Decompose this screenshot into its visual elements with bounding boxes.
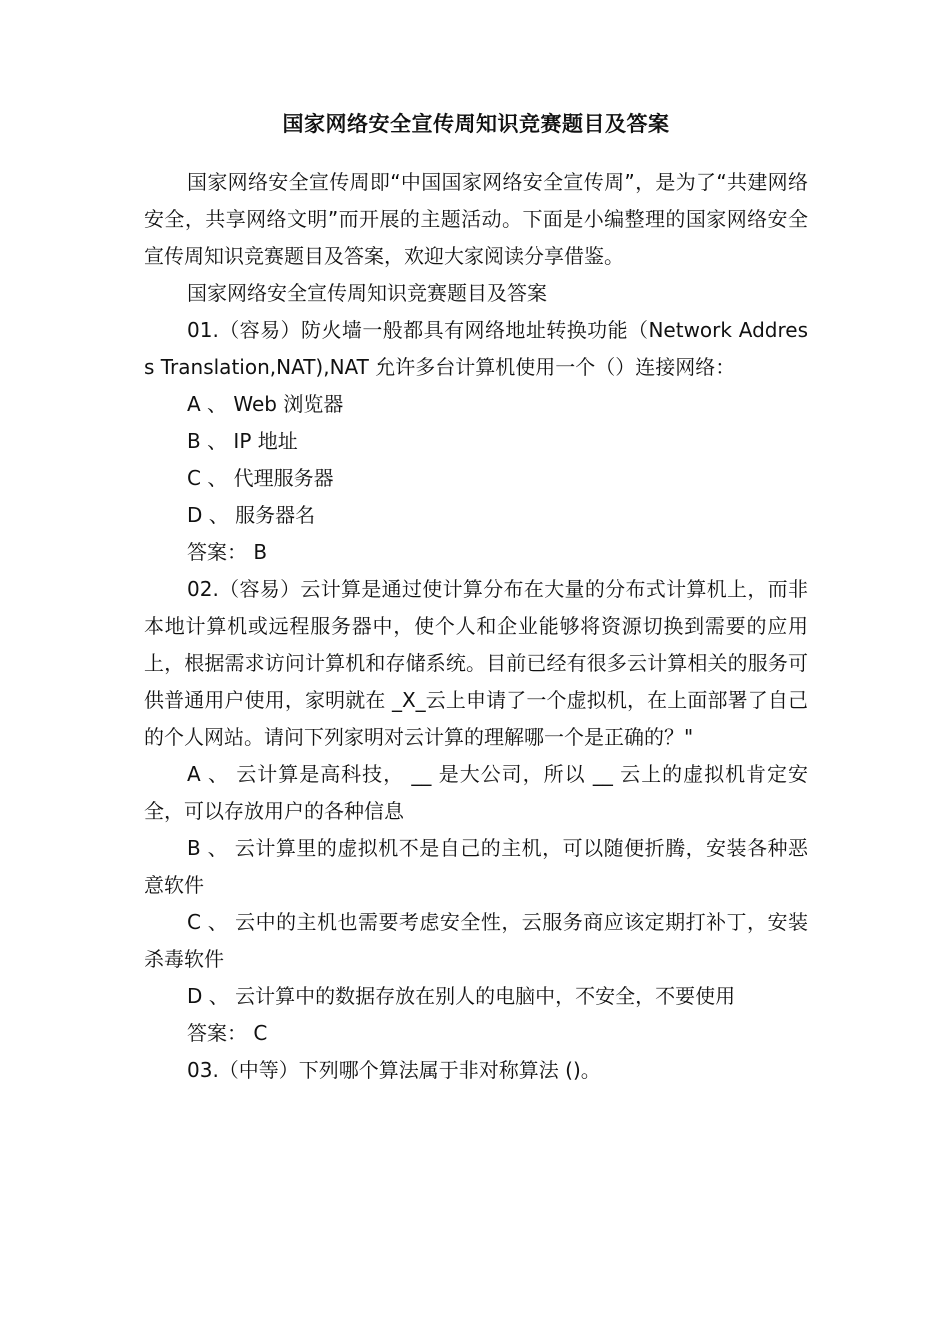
q1-option-a: A 、 Web 浏览器 <box>187 392 344 416</box>
document-title: 国家网络安全宣传周知识竞赛题目及答案 <box>282 112 670 136</box>
q1-option-b: B 、 IP 地址 <box>187 429 298 453</box>
q1-option-d: D 、 服务器名 <box>187 503 316 527</box>
q2-option-b: B 、 云计算里的虚拟机不是自己的主机，可以随便折腾，安装各种恶意软件 <box>144 836 808 897</box>
subtitle-paragraph: 国家网络安全宣传周知识竞赛题目及答案 <box>187 281 547 305</box>
q1-answer: 答案： B <box>187 540 268 564</box>
document-page <box>144 104 808 1089</box>
intro-paragraph: 国家网络安全宣传周即“中国国家网络安全宣传周”，是为了“共建网络安全，共享网络文明”而开展的主题活动。下面是小编整理的国家网络安全宣传周知识竞赛题目及答案，欢迎大家阅读分享借鉴。 <box>144 170 808 268</box>
q2-option-d: D 、 云计算中的数据存放在别人的电脑中，不安全，不要使用 <box>187 984 736 1008</box>
question-03: 03.（中等）下列哪个算法属于非对称算法 ()。 <box>187 1058 601 1082</box>
q2-answer: 答案： C <box>187 1021 268 1045</box>
question-01: 01.（容易）防火墙一般都具有网络地址转换功能（Network Address Translation,NAT),NAT 允许多台计算机使用一个（）连接网络： <box>144 318 808 379</box>
q2-option-a: A 、 云计算是高科技， __ 是大公司，所以 __ 云上的虚拟机肯定安全，可以存放用户的各种信息 <box>144 762 808 823</box>
question-02: 02.（容易）云计算是通过使计算分布在大量的分布式计算机上，而非本地计算机或远程服务器中，使个人和企业能够将资源切换到需要的应用上，根据需求访问计算机和存储系统。目前已经有很多云计算相关的服务可供普通用户使用，家明就在 _X_云上申请了一个虚拟机，在上面部署了自己的个人网站。请问下列家明对云计算的理解哪一个是正确的？" <box>144 577 808 749</box>
q1-option-c: C 、 代理服务器 <box>187 466 334 490</box>
q2-option-c: C 、 云中的主机也需要考虑安全性，云服务商应该定期打补丁，安装杀毒软件 <box>144 910 808 971</box>
